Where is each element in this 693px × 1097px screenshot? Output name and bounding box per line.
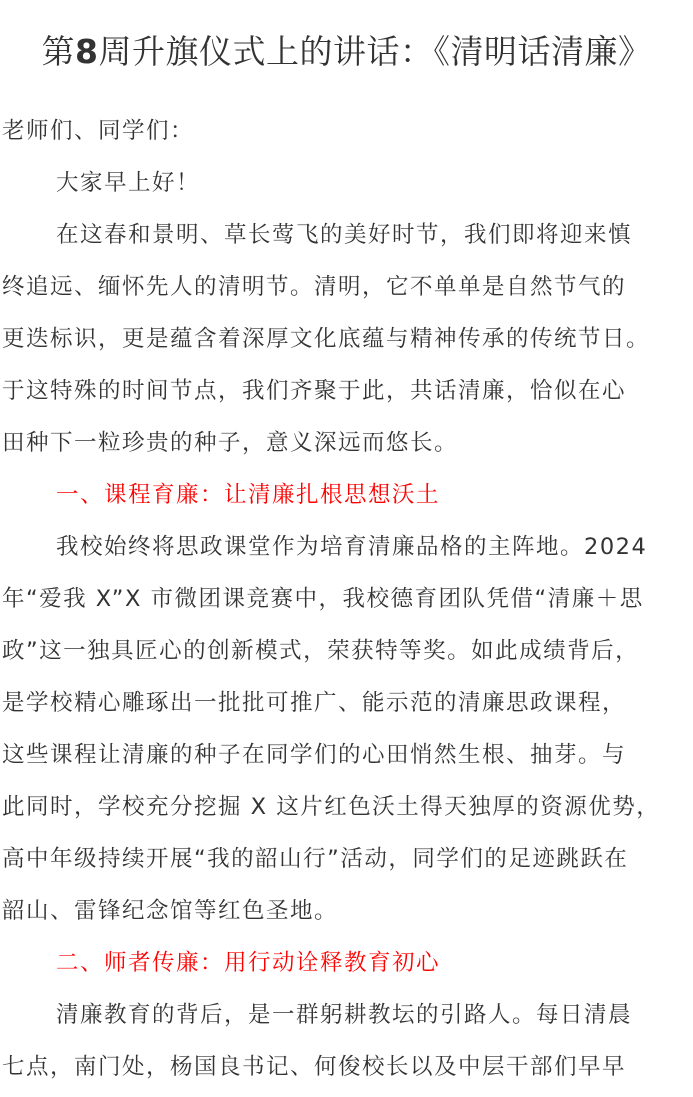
document-title [0, 28, 693, 76]
title-text: 周升旗仪式上的讲话：《清明话清廉》 [98, 32, 652, 71]
salutation: 老师们、同学们： [2, 118, 195, 144]
body-line: 年“爱我 X”X 市微团课竞赛中，我校德育团队凭借“清廉＋思 [2, 586, 644, 612]
body-line: 高中年级持续开展“我的韶山行”活动，同学们的足迹跳跃在 [2, 846, 629, 872]
greeting: 大家早上好！ [56, 170, 201, 196]
body-line: 于这特殊的时间节点，我们齐聚于此，共话清廉，恰似在心 [2, 378, 627, 404]
body-line: 韶山、雷锋纪念馆等红色圣地。 [2, 898, 339, 924]
title-prefix: 第 [41, 32, 76, 71]
section-heading-2: 二、师者传廉：用行动诠释教育初心 [56, 950, 441, 976]
body-line: 七点，南门处，杨国良书记、何俊校长以及中层干部们早早 [2, 1054, 627, 1080]
section-heading-1: 一、课程育廉：让清廉扎根思想沃土 [56, 482, 441, 508]
body-line: 这些课程让清廉的种子在同学们的心田悄然生根、抽芽。与 [2, 742, 627, 768]
title-week-number: 8 [75, 32, 99, 71]
body-line: 是学校精心雕琢出一批批可推广、能示范的清廉思政课程， [2, 690, 627, 716]
body-line: 在这春和景明、草长莺飞的美好时节，我们即将迎来慎 [56, 222, 633, 248]
body-line: 此同时，学校充分挖掘 X 这片红色沃土得天独厚的资源优势， [2, 794, 661, 820]
body-line: 我校始终将思政课堂作为培育清廉品格的主阵地。2024 [56, 534, 648, 560]
body-line: 田种下一粒珍贵的种子，意义深远而悠长。 [2, 430, 459, 456]
body-line: 终追远、缅怀先人的清明节。清明，它不单单是自然节气的 [2, 274, 627, 300]
body-line: 更迭标识，更是蕴含着深厚文化底蕴与精神传承的传统节日。 [2, 326, 651, 352]
body-line: 清廉教育的背后，是一群躬耕教坛的引路人。每日清晨 [56, 1002, 633, 1028]
body-line: 政”这一独具匠心的创新模式，荣获特等奖。如此成绩背后， [2, 638, 640, 664]
